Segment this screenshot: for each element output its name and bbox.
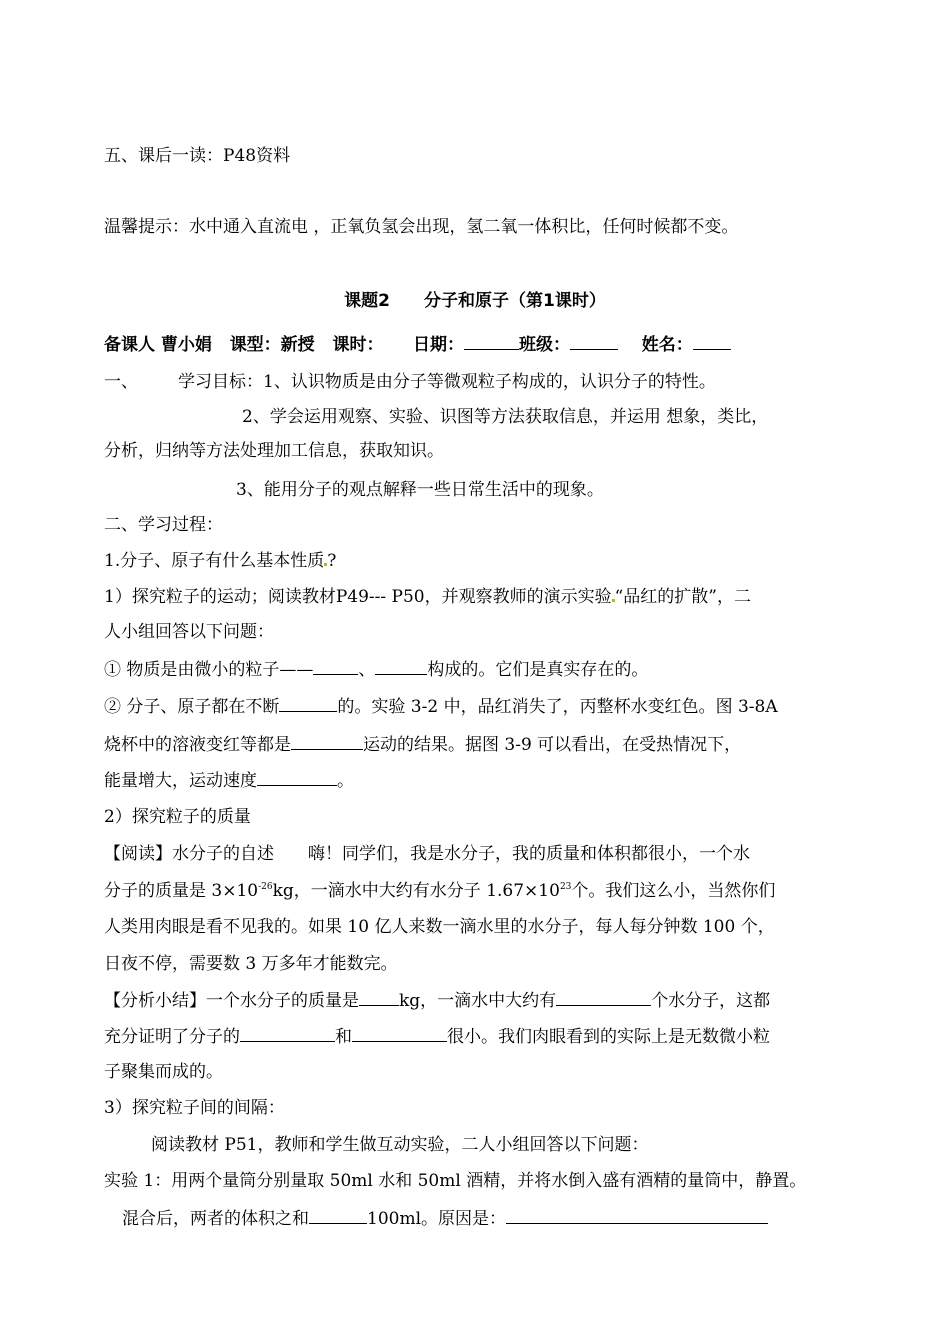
part-2: 2）探究粒子的质量 <box>104 807 251 827</box>
goal-1-text: 学习目标：1、认识物质是由分子等微观粒子构成的，认识分子的特性。 <box>178 372 716 392</box>
blank-count[interactable] <box>556 989 651 1006</box>
question-1 <box>104 550 336 572</box>
summary-a <box>104 989 770 1012</box>
header-row <box>104 333 731 356</box>
summary-b <box>104 1025 770 1048</box>
goal-prefix: 一、 <box>104 372 138 392</box>
blank-property-2[interactable] <box>352 1025 447 1042</box>
circle-1-c: 构成的。它们是真实存在的。 <box>427 660 649 680</box>
part-1a-end: “品红的扩散”，二 <box>614 587 751 607</box>
blank-particle-2[interactable] <box>375 658 427 675</box>
part-3: 3）探究粒子间的间隔： <box>104 1098 285 1118</box>
circle-2-d: 运动的结果。据图 3-9 可以看出，在受热情况下， <box>363 735 742 755</box>
part-1b: 人小组回答以下问题： <box>104 622 274 642</box>
name-blank[interactable] <box>693 333 731 350</box>
reading-b <box>104 880 775 902</box>
tip-text: 温馨提示：水中通入直流电 ，正氧负氢会出现，氢二氧一体积比，任何时候都不变。 <box>104 217 739 237</box>
class-label: 班级： <box>519 335 571 355</box>
lesson-title: 课题2 分子和原子（第1课时） <box>344 291 606 311</box>
circle-2e <box>104 769 354 792</box>
circle-2-f: 。 <box>337 771 354 791</box>
summary-b-1: 充分证明了分子的 <box>104 1027 240 1047</box>
reading-a: 【阅读】水分子的自述 嗨！同学们，我是水分子，我的质量和体积都很小，一个水 <box>104 844 750 864</box>
process-heading: 二、学习过程： <box>104 515 223 535</box>
blank-speed[interactable] <box>257 769 337 786</box>
part-3-reading: 阅读教材 P51，教师和学生做互动实验，二人小组回答以下问题： <box>151 1135 649 1155</box>
date-label: 日期： <box>413 335 465 355</box>
goal-3: 3、能用分子的观点解释一些日常生活中的现象。 <box>236 480 604 500</box>
circle-2-e: 能量增大，运动速度 <box>104 771 257 791</box>
summary-a-3: 个水分子，这都 <box>651 991 771 1011</box>
part-1a-text: 1）探究粒子的运动；阅读教材P49--- P50，并观察教师的演示实验 <box>104 587 612 607</box>
question-1-text: 1.分子、原子有什么基本性质 <box>104 551 325 571</box>
summary-b-3: 很小。我们肉眼看到的实际上是无数微小粒 <box>447 1027 770 1047</box>
section-five: 五、课后一读：P48资料 <box>104 146 291 166</box>
circle-2-c: 烧杯中的溶液变红等都是 <box>104 735 291 755</box>
blank-compare[interactable] <box>309 1207 367 1224</box>
class-blank[interactable] <box>570 333 618 350</box>
reading-c: 人类用肉眼是看不见我的。如果 10 亿人来数一滴水里的水分子，每人每分钟数 100 个， <box>104 917 775 937</box>
blank-property-1[interactable] <box>240 1025 335 1042</box>
circle-1-a: ① 物质是由微小的粒子—— <box>104 660 314 680</box>
mixing-b: 100ml。原因是： <box>367 1209 507 1229</box>
goal-1 <box>104 371 716 393</box>
lesson-period: 课时： <box>332 335 384 355</box>
reading-b-2: kg，一滴水中大约有水分子 1.67×10 <box>272 881 560 901</box>
reading-b-3: 个。我们这么小，当然你们 <box>571 881 776 901</box>
summary-b-2: 和 <box>335 1027 352 1047</box>
circle-2-a: ② 分子、原子都在不断 <box>104 697 280 717</box>
summary-a-2: kg，一滴水中大约有 <box>399 991 557 1011</box>
exponent-mass: -26 <box>258 882 273 892</box>
mixing-result <box>122 1207 768 1230</box>
summary-a-1: 【分析小结】一个水分子的质量是 <box>104 991 359 1011</box>
exponent-count: 23 <box>559 882 572 892</box>
question-1-end: ? <box>327 551 337 571</box>
blank-mass[interactable] <box>359 989 399 1006</box>
summary-c: 子聚集而成的。 <box>104 1062 223 1082</box>
circle-2-b: 的。实验 3-2 中，品红消失了，丙整杯水变红色。图 3-8A <box>337 697 778 717</box>
circle-2c <box>104 733 741 756</box>
reading-d: 日夜不停，需要数 3 万多年才能数完。 <box>104 954 398 974</box>
blank-particle-1[interactable] <box>313 658 358 675</box>
preparer: 备课人 曹小娟 <box>104 335 212 355</box>
reading-b-1: 分子的质量是 3×10 <box>104 881 259 901</box>
blank-result[interactable] <box>291 733 363 750</box>
goal-2a: 2、学会运用观察、实验、识图等方法获取信息，并运用 想象，类比， <box>242 407 769 427</box>
mixing-a: 混合后，两者的体积之和 <box>122 1209 309 1229</box>
circle-1-b: 、 <box>358 660 376 680</box>
date-blank[interactable] <box>464 333 519 350</box>
goal-2b: 分析，归纳等方法处理加工信息，获取知识。 <box>104 441 444 461</box>
blank-motion[interactable] <box>279 695 337 712</box>
circle-1 <box>104 658 648 681</box>
part-1a <box>104 586 751 608</box>
blank-reason[interactable] <box>506 1207 768 1224</box>
experiment-1: 实验 1：用两个量筒分别量取 50ml 水和 50ml 酒精，并将水倒入盛有酒精的量筒中，静置。 <box>104 1171 807 1191</box>
name-label: 姓名： <box>641 335 693 355</box>
lesson-type: 课型：新授 <box>229 335 315 355</box>
circle-2a <box>104 695 778 718</box>
